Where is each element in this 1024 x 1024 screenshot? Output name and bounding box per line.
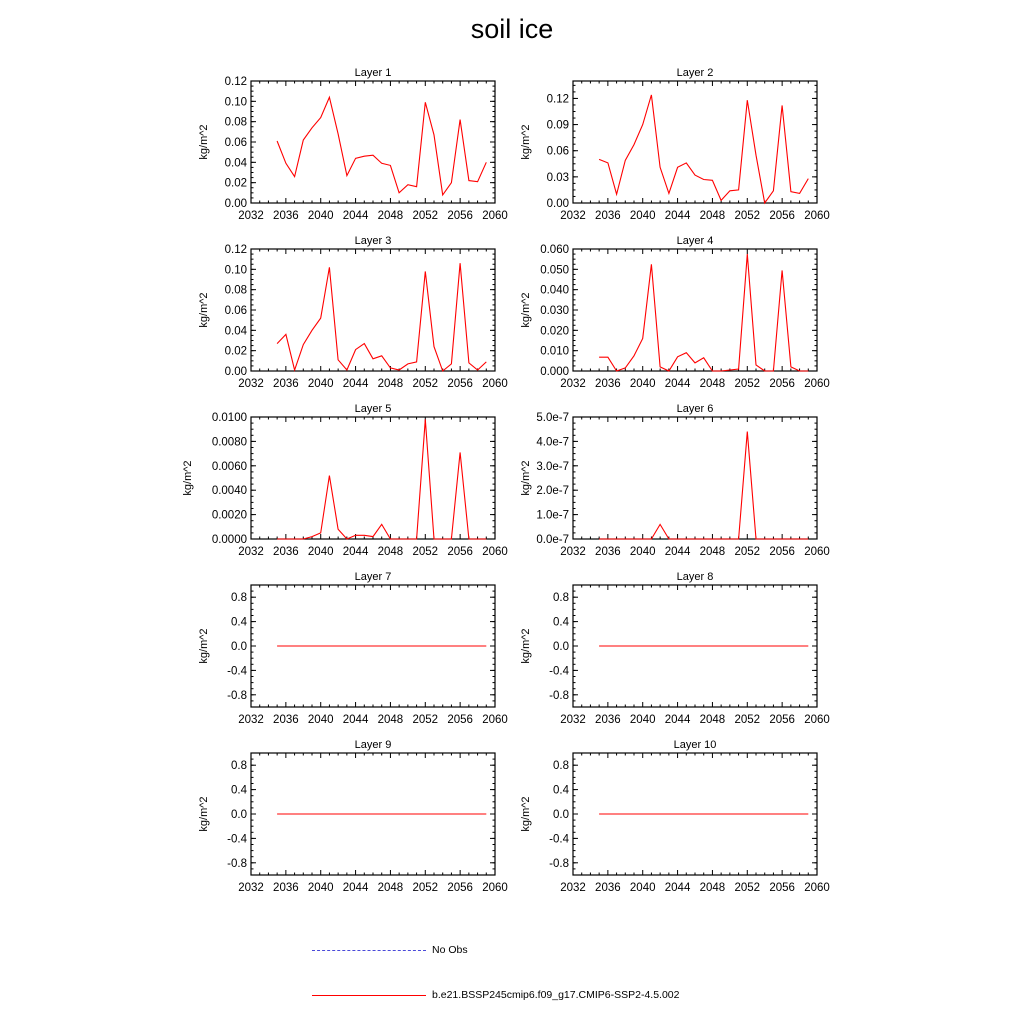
x-tick-label: 2036	[273, 210, 299, 222]
y-tick-label: 0.8	[231, 592, 247, 605]
legend-swatch-obs	[312, 950, 426, 951]
y-tick-label: 0.030	[540, 305, 569, 317]
x-tick-label: 2056	[447, 882, 473, 894]
y-tick-label: 0.0e-7	[536, 534, 569, 546]
x-tick-label: 2040	[629, 882, 656, 894]
x-tick-label: 2036	[595, 210, 621, 222]
x-tick-label: 2032	[238, 378, 264, 390]
x-tick-label: 2060	[804, 714, 830, 726]
y-tick-label: 0.010	[540, 345, 569, 358]
x-tick-label: 2040	[307, 882, 334, 894]
x-tick-label: 2056	[769, 546, 795, 558]
y-tick-label: 0.0000	[211, 534, 247, 546]
y-tick-label: 5.0e-7	[536, 412, 569, 424]
x-tick-label: 2044	[664, 210, 691, 222]
x-tick-label: 2040	[307, 378, 334, 390]
series-line	[599, 95, 808, 203]
x-tick-label: 2036	[595, 714, 621, 726]
x-tick-label: 2048	[699, 714, 726, 726]
legend-label-obs: No Obs	[432, 944, 468, 956]
y-tick-label: 0.0080	[211, 436, 247, 449]
y-tick-label: 0.12	[224, 76, 247, 88]
legend-item-model	[312, 987, 680, 1003]
y-axis-label: kg/m^2	[520, 460, 532, 496]
series-line	[277, 263, 486, 371]
plot-frame	[251, 81, 495, 203]
panel-title: Layer 10	[673, 739, 717, 751]
x-tick-label: 2040	[307, 210, 334, 222]
x-tick-label: 2056	[769, 714, 795, 726]
series-line	[599, 254, 808, 371]
y-tick-label: 0.04	[224, 157, 247, 170]
y-tick-label: 0.06	[224, 305, 247, 317]
y-tick-label: -0.8	[227, 857, 247, 870]
plot-frame	[573, 81, 817, 203]
panel-title: Layer 7	[354, 571, 392, 583]
panel-title: Layer 9	[354, 739, 392, 751]
x-tick-label: 2048	[377, 210, 404, 222]
layer-panel-4	[520, 235, 830, 390]
panel-title: Layer 3	[354, 235, 392, 247]
layer-panel-5	[182, 403, 508, 558]
x-tick-label: 2060	[804, 882, 830, 894]
layer-panel-8	[520, 571, 830, 726]
y-tick-label: 3.0e-7	[536, 460, 569, 473]
x-tick-label: 2036	[273, 882, 299, 894]
x-tick-label: 2044	[342, 882, 369, 894]
y-axis-label: kg/m^2	[198, 124, 210, 160]
plot-frame	[251, 417, 495, 539]
x-tick-label: 2040	[629, 378, 656, 390]
legend-item-obs	[312, 942, 468, 958]
y-tick-label: 0.0060	[211, 460, 247, 473]
y-tick-label: 0.12	[224, 244, 247, 256]
x-tick-label: 2052	[412, 714, 439, 726]
x-tick-label: 2052	[734, 210, 761, 222]
x-tick-label: 2036	[595, 546, 621, 558]
x-tick-label: 2056	[447, 714, 473, 726]
y-tick-label: 0.10	[224, 264, 247, 277]
y-tick-label: -0.8	[549, 689, 569, 702]
x-tick-label: 2060	[804, 546, 830, 558]
x-tick-label: 2044	[342, 210, 369, 222]
y-tick-label: 0.000	[540, 366, 569, 378]
y-tick-label: 0.10	[224, 96, 247, 109]
y-tick-label: 2.0e-7	[536, 485, 569, 498]
x-tick-label: 2052	[734, 714, 761, 726]
x-tick-label: 2036	[273, 546, 299, 558]
x-tick-label: 2056	[447, 546, 473, 558]
x-tick-label: 2056	[447, 210, 473, 222]
x-tick-label: 2032	[560, 714, 586, 726]
panel-title: Layer 1	[354, 67, 392, 79]
x-tick-label: 2044	[342, 378, 369, 390]
y-tick-label: 1.0e-7	[536, 509, 569, 522]
chart-title: soil ice	[470, 14, 554, 44]
layer-panel-10	[520, 739, 830, 894]
y-tick-label: 0.02	[224, 345, 247, 358]
legend-label-model: b.e21.BSSP245cmip6.f09_g17.CMIP6-SSP2-4.5.002	[432, 989, 680, 1001]
y-tick-label: 0.0040	[211, 485, 247, 498]
x-tick-label: 2048	[377, 378, 404, 390]
y-tick-label: 0.020	[540, 325, 569, 338]
x-tick-label: 2036	[595, 882, 621, 894]
x-tick-label: 2044	[664, 378, 691, 390]
y-tick-label: 0.06	[546, 145, 569, 158]
y-tick-label: 0.060	[540, 244, 569, 256]
layer-panel-2	[520, 67, 830, 222]
layer-panel-7	[198, 571, 508, 726]
x-tick-label: 2060	[482, 210, 508, 222]
x-tick-label: 2040	[307, 714, 334, 726]
x-tick-label: 2032	[560, 882, 586, 894]
x-tick-label: 2052	[412, 378, 439, 390]
y-tick-label: 0.0100	[211, 412, 247, 424]
x-tick-label: 2032	[560, 210, 586, 222]
x-tick-label: 2052	[734, 882, 761, 894]
x-tick-label: 2052	[412, 882, 439, 894]
x-tick-label: 2032	[560, 546, 586, 558]
y-axis-label: kg/m^2	[520, 628, 532, 664]
y-tick-label: 0.08	[224, 116, 247, 129]
x-tick-label: 2048	[699, 546, 726, 558]
y-tick-label: 0.0	[231, 641, 247, 653]
x-tick-label: 2060	[482, 378, 508, 390]
y-tick-label: 0.050	[540, 264, 569, 277]
series-line	[277, 97, 486, 195]
y-tick-label: 0.00	[224, 366, 247, 378]
x-tick-label: 2032	[238, 714, 264, 726]
y-tick-label: 0.00	[224, 198, 247, 210]
x-tick-label: 2048	[377, 546, 404, 558]
x-tick-label: 2056	[769, 378, 795, 390]
x-tick-label: 2032	[238, 546, 264, 558]
y-tick-label: 0.0	[553, 641, 569, 653]
y-tick-label: 0.0020	[211, 509, 247, 522]
x-tick-label: 2048	[377, 882, 404, 894]
y-axis-label: kg/m^2	[520, 292, 532, 328]
x-tick-label: 2044	[664, 714, 691, 726]
layer-panel-9	[198, 739, 508, 894]
x-tick-label: 2060	[804, 210, 830, 222]
y-tick-label: -0.4	[549, 665, 569, 678]
x-tick-label: 2036	[273, 378, 299, 390]
x-tick-label: 2036	[595, 378, 621, 390]
y-tick-label: -0.8	[227, 689, 247, 702]
x-tick-label: 2040	[629, 546, 656, 558]
y-tick-label: 0.8	[553, 592, 569, 605]
y-tick-label: 0.0	[231, 809, 247, 821]
x-tick-label: 2044	[342, 546, 369, 558]
y-axis-label: kg/m^2	[182, 460, 194, 496]
layer-panel-6	[520, 403, 830, 558]
y-axis-label: kg/m^2	[520, 796, 532, 832]
panel-title: Layer 4	[676, 235, 714, 247]
series-line	[599, 432, 808, 539]
y-tick-label: -0.4	[549, 833, 569, 846]
x-tick-label: 2056	[769, 882, 795, 894]
x-tick-label: 2056	[769, 210, 795, 222]
y-axis-label: kg/m^2	[198, 796, 210, 832]
y-tick-label: 0.8	[553, 760, 569, 773]
y-tick-label: -0.4	[227, 665, 247, 678]
x-tick-label: 2060	[482, 882, 508, 894]
plot-frame	[251, 249, 495, 371]
panel-title: Layer 6	[676, 403, 714, 415]
x-tick-label: 2044	[664, 882, 691, 894]
y-tick-label: 0.04	[224, 325, 247, 338]
x-tick-label: 2040	[307, 546, 334, 558]
x-tick-label: 2044	[664, 546, 691, 558]
layer-panel-3	[198, 235, 508, 390]
panel-title: Layer 8	[676, 571, 714, 583]
y-axis-label: kg/m^2	[198, 628, 210, 664]
x-tick-label: 2032	[238, 882, 264, 894]
x-tick-label: 2060	[804, 378, 830, 390]
x-tick-label: 2052	[412, 546, 439, 558]
y-tick-label: 0.4	[231, 616, 247, 629]
x-tick-label: 2044	[342, 714, 369, 726]
y-tick-label: 0.12	[546, 93, 569, 106]
y-tick-label: 0.4	[553, 784, 569, 797]
x-tick-label: 2048	[377, 714, 404, 726]
panel-title: Layer 2	[676, 67, 714, 79]
x-tick-label: 2040	[629, 210, 656, 222]
plot-frame	[573, 249, 817, 371]
x-tick-label: 2048	[699, 210, 726, 222]
y-axis-label: kg/m^2	[520, 124, 532, 160]
x-tick-label: 2032	[560, 378, 586, 390]
x-tick-label: 2056	[447, 378, 473, 390]
y-tick-label: 0.03	[546, 171, 569, 184]
x-tick-label: 2048	[699, 882, 726, 894]
y-tick-label: 0.00	[546, 198, 569, 210]
x-tick-label: 2052	[412, 210, 439, 222]
series-line	[277, 419, 486, 539]
panel-title: Layer 5	[354, 403, 392, 415]
y-tick-label: 0.8	[231, 760, 247, 773]
y-tick-label: 0.06	[224, 137, 247, 149]
x-tick-label: 2048	[699, 378, 726, 390]
y-tick-label: 0.08	[224, 284, 247, 297]
x-tick-label: 2032	[238, 210, 264, 222]
x-tick-label: 2052	[734, 546, 761, 558]
x-tick-label: 2052	[734, 378, 761, 390]
y-tick-label: 0.02	[224, 177, 247, 190]
x-tick-label: 2060	[482, 714, 508, 726]
x-tick-label: 2040	[629, 714, 656, 726]
legend-swatch-model	[312, 995, 426, 996]
y-tick-label: -0.4	[227, 833, 247, 846]
x-tick-label: 2036	[273, 714, 299, 726]
y-tick-label: 0.4	[231, 784, 247, 797]
y-tick-label: 0.09	[546, 119, 569, 132]
y-tick-label: 0.0	[553, 809, 569, 821]
y-tick-label: 0.4	[553, 616, 569, 629]
x-tick-label: 2060	[482, 546, 508, 558]
layer-panel-1	[198, 67, 508, 222]
plot-frame	[573, 417, 817, 539]
y-tick-label: -0.8	[549, 857, 569, 870]
y-axis-label: kg/m^2	[198, 292, 210, 328]
y-tick-label: 4.0e-7	[536, 436, 569, 449]
y-tick-label: 0.040	[540, 284, 569, 297]
